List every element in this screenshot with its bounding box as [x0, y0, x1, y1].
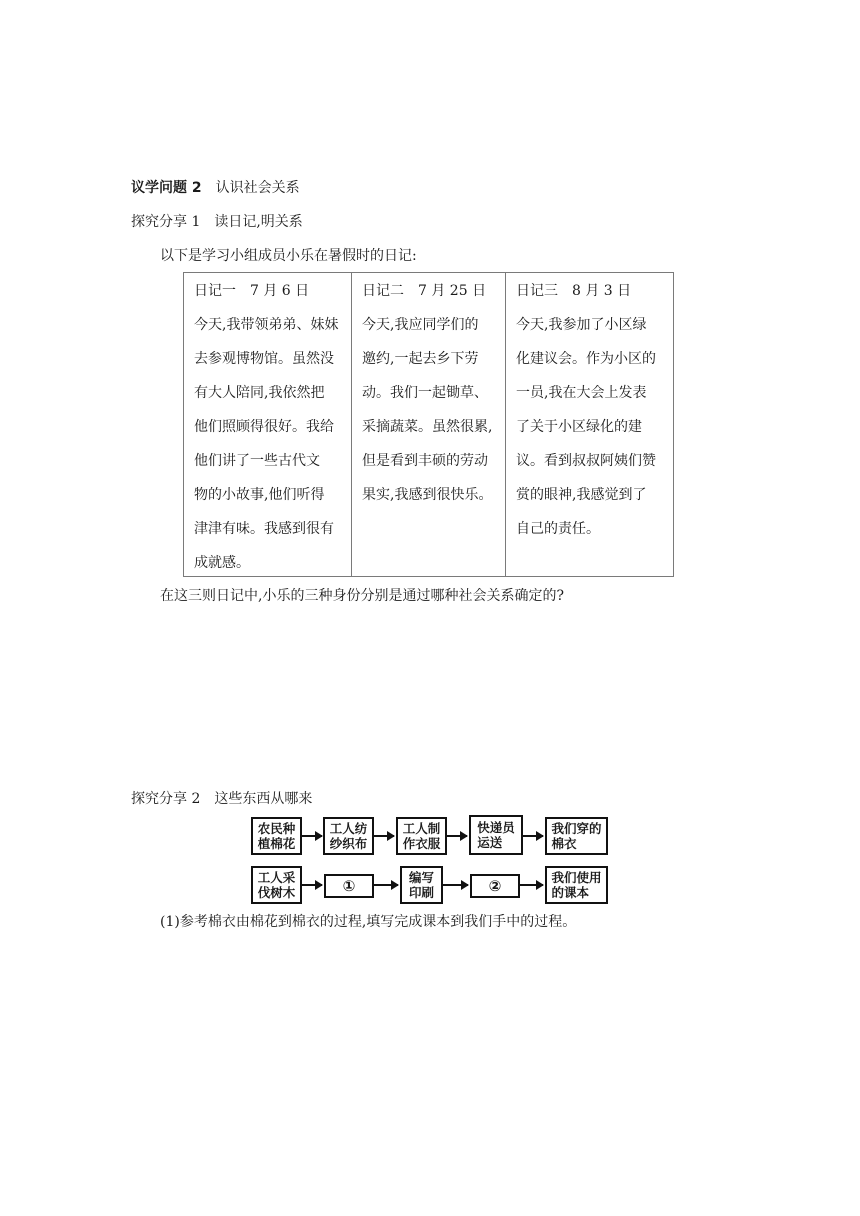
flow-arrow — [302, 884, 322, 886]
diary-3-line: 化建议会。作为小区的 — [516, 351, 656, 367]
flow-box-tailoring: 工人制 作衣服 — [396, 817, 447, 855]
inquiry2-question-1: (1)参考棉衣由棉花到棉衣的过程,填写完成课本到我们手中的过程。 — [160, 914, 577, 930]
flow-arrow — [523, 835, 543, 837]
section-heading — [131, 178, 300, 198]
diary-1-line: 他们照顾得很好。我给 — [194, 419, 334, 435]
flow-arrow — [447, 835, 467, 837]
diary-2 — [351, 273, 505, 576]
section-title: 认识社会关系 — [215, 180, 300, 196]
inquiry1-label: 探究分享 1 — [131, 214, 201, 230]
diary-2-line: 今天,我应同学们的 — [362, 317, 479, 333]
flow-blank-2: ② — [470, 874, 520, 898]
diary-3-line: 议。看到叔叔阿姨们赞 — [516, 453, 656, 469]
diary-1-line: 物的小故事,他们听得 — [194, 487, 325, 503]
diary-1-line: 成就感。 — [194, 555, 250, 571]
diary-1-heading: 日记一 7 月 6 日 — [194, 283, 310, 299]
diary-2-line: 动。我们一起锄草、 — [362, 385, 488, 401]
flow-box-spinning: 工人纺 纱织布 — [323, 817, 374, 855]
flow-box-cotton-coat: 我们穿的 棉衣 — [545, 817, 608, 855]
diary-1-line: 他们讲了一些古代文 — [194, 453, 320, 469]
diary-3-line: 赏的眼神,我感觉到了 — [516, 487, 647, 503]
flow-arrow — [374, 884, 398, 886]
flow-arrow — [520, 884, 543, 886]
diary-1-line: 津津有味。我感到很有 — [194, 521, 334, 537]
diary-3-heading: 日记三 8 月 3 日 — [516, 283, 632, 299]
diary-1-line: 有大人陪同,我依然把 — [194, 385, 325, 401]
flow-arrow — [443, 884, 468, 886]
flow-blank-1: ① — [324, 874, 374, 898]
inquiry1-heading — [131, 212, 303, 232]
inquiry1-intro: 以下是学习小组成员小乐在暑假时的日记: — [160, 248, 417, 264]
diary-2-line: 邀约,一起去乡下劳 — [362, 351, 479, 367]
inquiry1-title: 读日记,明关系 — [214, 214, 303, 230]
flow-box-logging: 工人采 伐树木 — [251, 866, 302, 904]
diary-3-line: 一员,我在大会上发表 — [516, 385, 647, 401]
diary-3-line: 自己的责任。 — [516, 521, 600, 537]
diary-3-line: 了关于小区绿化的建 — [516, 419, 642, 435]
diary-2-heading: 日记二 7 月 25 日 — [362, 283, 487, 299]
diary-table — [183, 272, 674, 577]
diary-2-line: 果实,我感到很快乐。 — [362, 487, 493, 503]
flow-arrow — [374, 835, 394, 837]
diary-3-line: 今天,我参加了小区绿 — [516, 317, 647, 333]
diary-2-line: 采摘蔬菜。虽然很累, — [362, 419, 493, 435]
flow-box-textbook: 我们使用 的课本 — [545, 866, 608, 904]
diary-1-line: 今天,我带领弟弟、妹妹 — [194, 317, 339, 333]
inquiry2-title: 这些东西从哪来 — [214, 791, 313, 807]
inquiry2-label: 探究分享 2 — [131, 791, 201, 807]
inquiry2-heading — [131, 789, 312, 809]
flow-arrow — [302, 835, 322, 837]
inquiry1-question: 在这三则日记中,小乐的三种身份分别是通过哪种社会关系确定的? — [160, 588, 564, 604]
flow-box-farmers: 农民种 植棉花 — [251, 817, 302, 855]
section-label: 议学问题 2 — [131, 180, 202, 196]
flow-box-courier: 快递员 运送 — [469, 815, 523, 855]
diary-3 — [505, 273, 673, 576]
flow-box-printing: 编写 印刷 — [400, 866, 443, 904]
diary-1-line: 去参观博物馆。虽然没 — [194, 351, 334, 367]
diary-1 — [184, 273, 351, 576]
diary-2-line: 但是看到丰硕的劳动 — [362, 453, 488, 469]
